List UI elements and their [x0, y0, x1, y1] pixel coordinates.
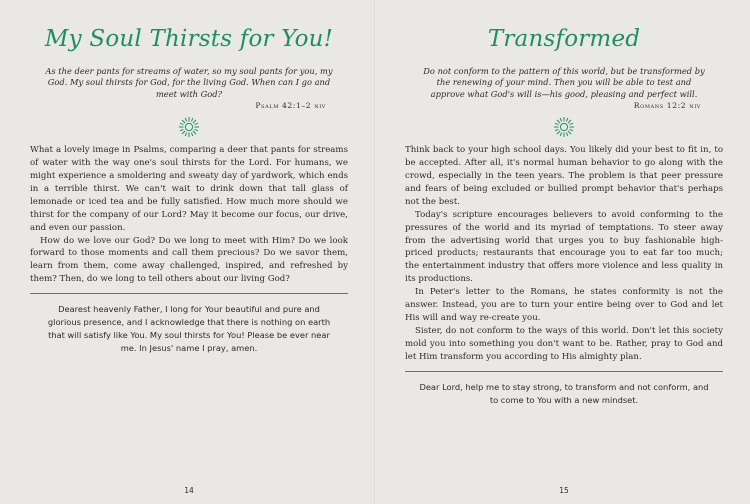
left-page-title: My Soul Thirsts for You! [44, 26, 334, 52]
left-paragraph: How do we love our God? Do we long to meet with Him? Do we look forward to those moments and call them precious? Do we savor them, learn from them, come away challenged, inspired, and refreshed by them? Then, do we long to tell others about our living God? [30, 235, 348, 285]
right-page-verse: Do not conform to the pattern of this world, but be transformed by the renewing of your mind. Then you will be able to test and approve what God's will is—his good, pleasing and perfect will. [423, 66, 705, 99]
page-gutter [374, 0, 376, 504]
left-page-reference: Psalm 42:1–2 niv [255, 101, 326, 111]
right-page [405, 0, 723, 504]
sunburst-icon [553, 116, 575, 138]
right-page-title: Transformed [487, 26, 641, 52]
sunburst-icon [178, 116, 200, 138]
left-paragraph: What a lovely image in Psalms, comparing a deer that pants for streams of water with the way one's soul thirsts for the Lord. For humans, we might experience a smoldering and sweaty day of yardwork, which ends in a terrible thirst. We can't wait to drink down that tall glass of lemonade or iced tea and be fully satisfied. How much more should we thirst for the company of our Lord? May it become our focus, our drive, and even our passion. [30, 145, 348, 233]
divider [30, 293, 348, 294]
right-page-prayer: Dear Lord, help me to stay strong, to transform and not conform, and to come to You with a new mindset. [419, 381, 709, 405]
right-page-reference: Romans 12:2 niv [633, 101, 701, 111]
left-page-number: 14 [184, 486, 194, 495]
left-page-prayer: Dearest heavenly Father, I long for Your beautiful and pure and glorious presence, and I acknowledge that there is nothing on earth that will satisfy like You. My soul thirsts for You! Please be ever near me. In Jesus' name I pray, amen. [47, 304, 331, 354]
right-page-body [405, 144, 723, 363]
right-paragraph: Think back to your high school days. You likely did your best to fit in, to be accepted. After all, it's normal human behavior to go along with the crowd, especially in the teen years. The problem is that peer pressure and fears of being excluded or bullied prompt behavior that's perhaps not the best. [405, 145, 723, 207]
divider [405, 371, 723, 372]
left-page-verse: As the deer pants for streams of water, so my soul pants for you, my God. My soul thirsts for God, for the living God. When can I go and meet with God? [45, 66, 333, 99]
right-paragraph: Today's scripture encourages believers to avoid conforming to the pressures of the world and its myriad of temptations. To steer away from the advertising world that urges you to buy fashionable high-priced products; restaurants that encourage you to eat far too much; the entertainment industry that offers more violence and less quality in its productions. [405, 209, 723, 285]
left-page-body [30, 144, 348, 286]
right-paragraph: Sister, do not conform to the ways of this world. Don't let this society mold you into something you don't want to be. Rather, pray to God and let Him transform you according to His almighty plan. [405, 325, 723, 362]
left-page [30, 0, 348, 504]
right-page-number: 15 [559, 486, 569, 495]
right-paragraph: In Peter's letter to the Romans, he states conformity is not the answer. Instead, you are to turn your entire being over to God and let His will and way re-create you. [405, 287, 723, 323]
